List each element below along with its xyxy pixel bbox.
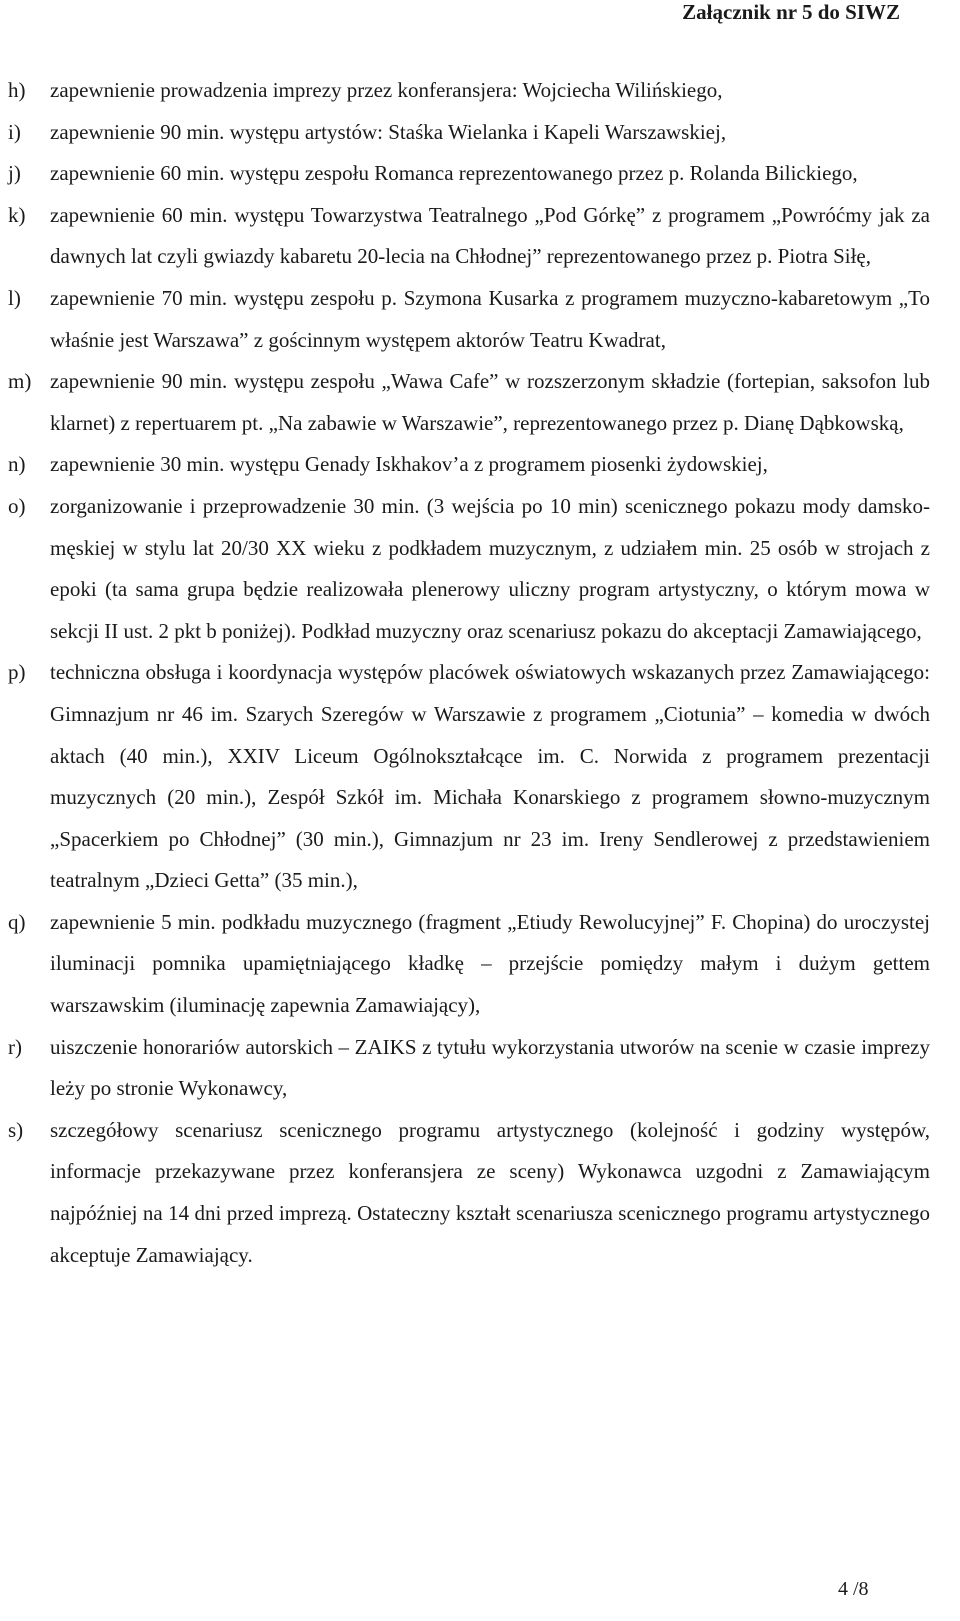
- list-item: [8, 112, 930, 154]
- item-text: zapewnienie 5 min. podkładu muzycznego (fragment „Etiudy Rewolucyjnej” F. Chopina) do uroczystej iluminacji pomnika upamiętniającego kładkę – przejście pomiędzy małym i dużym gettem warszawskim (iluminację zapewnia Zamawiający),: [50, 909, 930, 1018]
- item-marker: r): [8, 1034, 22, 1059]
- item-text: zapewnienie 90 min. występu artystów: Staśka Wielanka i Kapeli Warszawskiej,: [50, 119, 727, 144]
- item-marker: m): [8, 369, 32, 394]
- list-item: [8, 902, 930, 1027]
- list-item: [8, 1027, 930, 1110]
- item-marker: j): [8, 161, 21, 186]
- item-list: [8, 70, 930, 1276]
- item-marker: n): [8, 452, 26, 477]
- item-text: zapewnienie 30 min. występu Genady Iskhakov’a z programem piosenki żydowskiej,: [50, 452, 768, 477]
- item-marker: i): [8, 119, 21, 144]
- list-item: [8, 486, 930, 652]
- document-header: Załącznik nr 5 do SIWZ: [682, 0, 900, 24]
- item-marker: o): [8, 493, 26, 518]
- list-item: [8, 153, 930, 195]
- item-text: zapewnienie 70 min. występu zespołu p. Szymona Kusarka z programem muzyczno-kabaretowym „To właśnie jest Warszawa” z gościnnym występem aktorów Teatru Kwadrat,: [50, 285, 930, 352]
- item-text: zapewnienie 60 min. występu zespołu Romanca reprezentowanego przez p. Rolanda Bilickiego,: [50, 161, 858, 186]
- item-marker: s): [8, 1117, 24, 1142]
- item-marker: l): [8, 285, 21, 310]
- page-number: 4 /8: [838, 1578, 869, 1600]
- item-text: zapewnienie 90 min. występu zespołu „Wawa Cafe” w rozszerzonym składzie (fortepian, saksofon lub klarnet) z repertuarem pt. „Na zabawie w Warszawie”, reprezentowanego przez p. Dianę Dąbkowską,: [50, 369, 930, 435]
- list-item: [8, 1110, 930, 1276]
- item-marker: k): [8, 202, 26, 227]
- list-item: [8, 361, 930, 444]
- list-item: [8, 195, 930, 278]
- list-item: [8, 278, 930, 361]
- item-marker: q): [8, 909, 26, 934]
- list-item: [8, 652, 930, 902]
- item-text: zapewnienie 60 min. występu Towarzystwa Teatralnego „Pod Górkę” z programem „Powróćmy jak za dawnych lat czyli gwiazdy kabaretu 20-lecia na Chłodnej” reprezentowanego przez p. Piotra Siłę,: [50, 202, 930, 269]
- item-text: techniczna obsługa i koordynacja występów placówek oświatowych wskazanych przez Zamawiającego: Gimnazjum nr 46 im. Szarych Szeregów w Warszawie z programem „Ciotunia” – komedia w dwóch aktach (40 min.), XXIV Liceum Ogólnokształcące im. C. Norwida z programem prezentacji muzycznych (20 min.), Zespół Szkół im. Michała Konarskiego z programem słowno-muzycznym „Spacerkiem po Chłodnej” (30 min.), Gimnazjum nr 23 im. Ireny Sendlerowej z przedstawieniem teatralnym „Dzieci Getta” (35 min.),: [50, 660, 930, 893]
- item-marker: h): [8, 78, 26, 102]
- item-marker: p): [8, 660, 26, 685]
- item-text: szczegółowy scenariusz scenicznego programu artystycznego (kolejność i godziny występów, informacje przekazywane przez konferansjera ze sceny) Wykonawca uzgodni z Zamawiającym najpóźniej na 14 dni przed imprezą. Ostateczny kształt scenariusza scenicznego programu artystycznego akceptuje Zamawiający.: [50, 1117, 930, 1267]
- item-text: zorganizowanie i przeprowadzenie 30 min. (3 wejścia po 10 min) scenicznego pokazu mody damsko-męskiej w stylu lat 20/30 XX wieku z podkładem muzycznym, z udziałem min. 25 osób w strojach z epoki (ta sama grupa będzie realizowała plenerowy uliczny program artystyczny, o którym mowa w sekcji II ust. 2 pkt b poniżej). Podkład muzyczny oraz scenariusz pokazu do akceptacji Zamawiającego,: [50, 493, 930, 643]
- item-text: uiszczenie honorariów autorskich – ZAIKS z tytułu wykorzystania utworów na scenie w czasie imprezy leży po stronie Wykonawcy,: [50, 1034, 930, 1101]
- list-item: [8, 70, 930, 112]
- list-item: [8, 444, 930, 486]
- item-text: zapewnienie prowadzenia imprezy przez konferansjera: Wojciecha Wilińskiego,: [50, 78, 723, 102]
